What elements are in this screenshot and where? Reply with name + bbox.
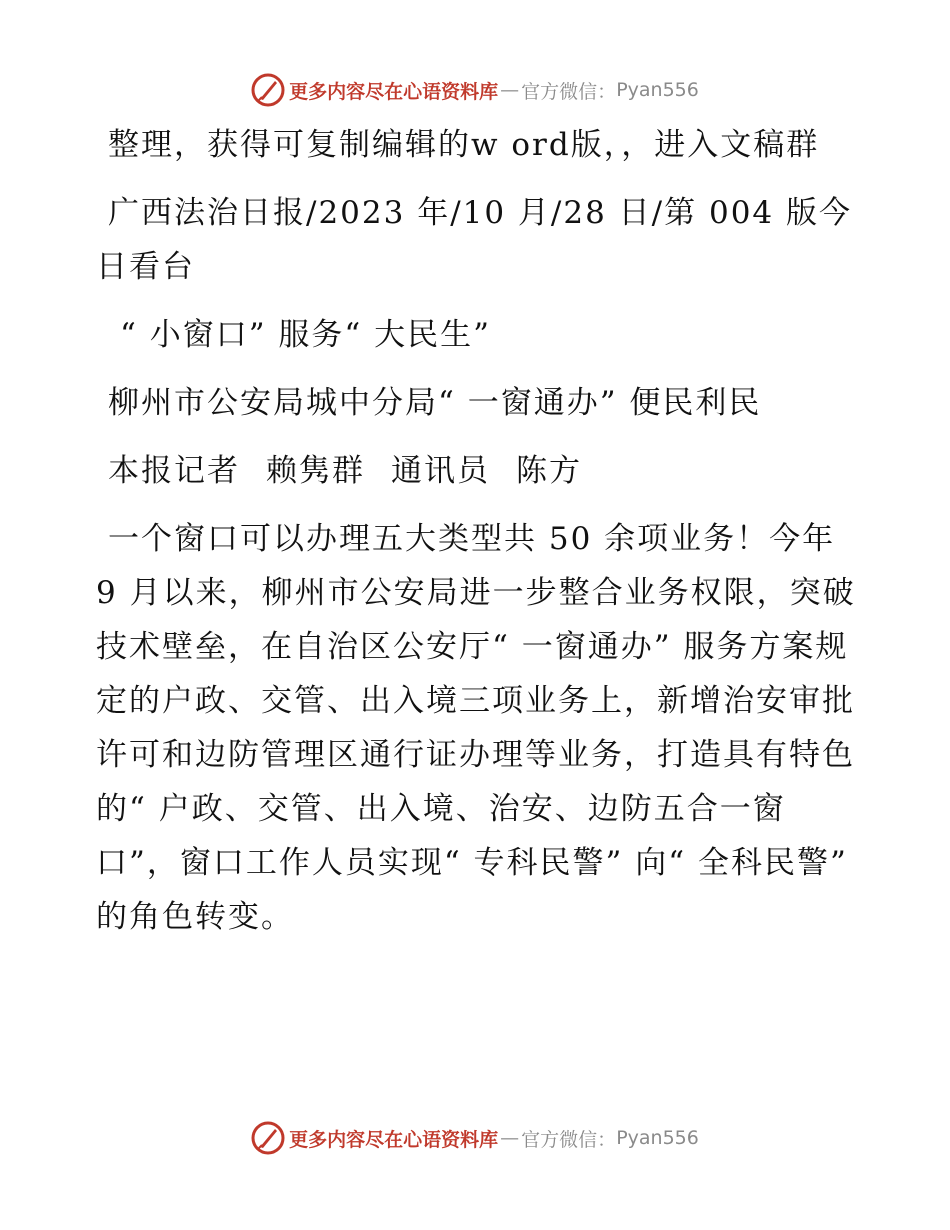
- banner-text: 更多内容尽在心语资料库: [289, 80, 499, 103]
- header-banner: [0, 70, 950, 110]
- byline-correspondent: 陈方: [516, 453, 582, 489]
- article-subtitle: 柳州市公安局城中分局“ 一窗通办” 便民利民: [108, 385, 762, 421]
- quill-logo-icon: [251, 73, 285, 107]
- document-body: [96, 118, 866, 958]
- banner-separator: —: [500, 79, 520, 101]
- banner-text: 更多内容尽在心语资料库: [289, 1128, 499, 1151]
- byline: [96, 444, 866, 498]
- byline-correspondent-label: 通讯员: [391, 453, 490, 489]
- banner-desc: 官方微信：: [521, 1128, 617, 1151]
- quill-logo-icon: [251, 1121, 285, 1155]
- body-paragraph: 一个窗口可以办理五大类型共 50 余项业务！今年 9 月以来，柳州市公安局进一步整合业务权限，突破技术壁垒，在自治区公安厅“ 一窗通办” 服务方案规定的户政、交管、出入境三项业务上，新增治安审批许可和边防管理区通行证办理等业务，打造具有特色的“ 户政、交管、出入境、治安、边防五合一窗口”，窗口工作人员实现“ 专科民警” 向“ 全科民警” 的角色转变。: [96, 521, 856, 935]
- banner-desc: 官方微信：: [521, 80, 617, 103]
- banner-wechat-id: Pyan556: [616, 1127, 699, 1149]
- intro-paragraph: 整理，获得可复制编辑的w ord版，，进入文稿群: [108, 127, 820, 163]
- banner-wechat-id: Pyan556: [616, 79, 699, 101]
- source-line: 广西法治日报/2023 年/10 月/28 日/第 004 版今日看台: [96, 195, 853, 285]
- banner-separator: —: [500, 1127, 520, 1149]
- byline-reporter: 赖隽群: [266, 453, 365, 489]
- article-title: “ 小窗口” 服务“ 大民生”: [120, 317, 491, 353]
- footer-banner: [0, 1118, 950, 1158]
- byline-reporter-label: 本报记者: [108, 453, 240, 489]
